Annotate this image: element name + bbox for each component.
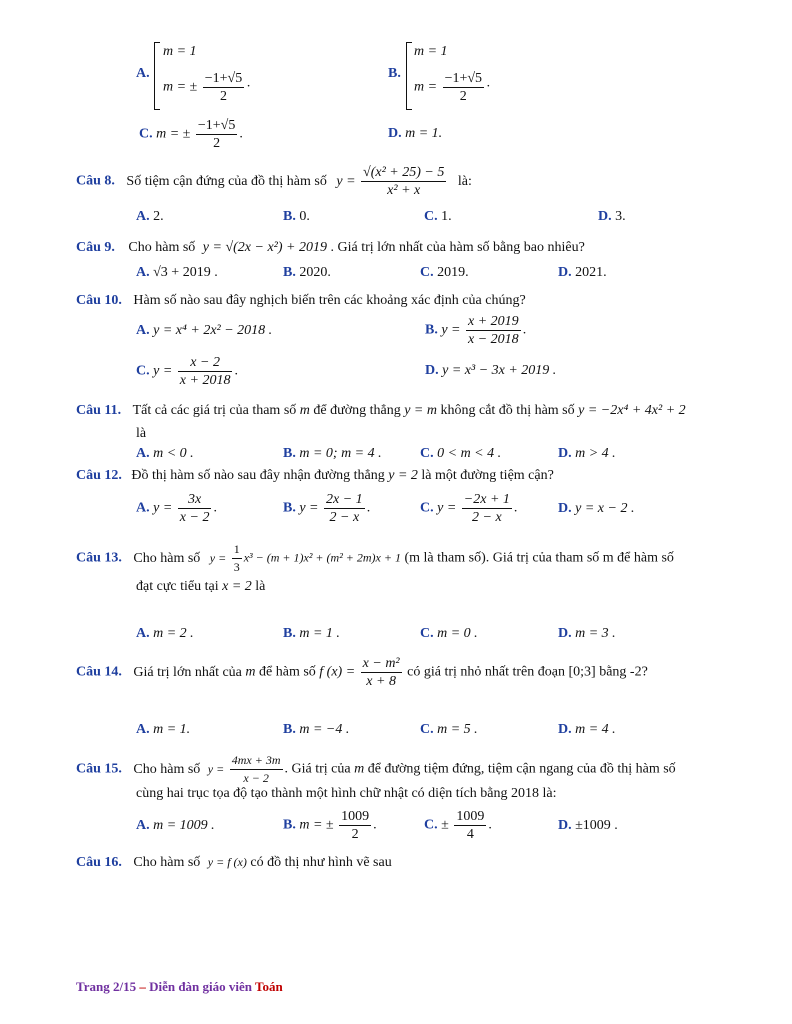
footer-subject: Toán bbox=[255, 979, 283, 994]
q15-opt-a bbox=[136, 818, 215, 834]
bracket-b bbox=[406, 42, 412, 110]
option-a-num: −1+√5 bbox=[204, 71, 243, 86]
q11-opt-a-text: m < 0 . bbox=[153, 446, 194, 461]
q12-opt-b-num: 2x − 1 bbox=[326, 492, 363, 507]
question-15-den: x − 2 bbox=[243, 771, 269, 785]
question-13-rest: x³ − (m + 1)x² + (m² + 2m)x + 1 bbox=[243, 550, 401, 565]
q11-opt-b bbox=[283, 446, 382, 462]
question-14-text3: có giá trị nhỏ nhất trên đoạn bbox=[407, 664, 565, 680]
q8-opt-b-label: B. bbox=[283, 209, 296, 224]
question-16 bbox=[76, 855, 392, 871]
question-14 bbox=[76, 655, 648, 690]
q15-opt-a-label: A. bbox=[136, 818, 150, 833]
q12-opt-c-tail: . bbox=[513, 500, 518, 516]
q11-opt-a bbox=[136, 446, 194, 462]
question-8 bbox=[76, 164, 472, 199]
q13-opt-c bbox=[420, 626, 478, 642]
option-c-num: −1+√5 bbox=[197, 118, 236, 133]
question-10-text: Hàm số nào sau đây nghịch biến trên các khoảng xác định của chúng? bbox=[133, 293, 526, 308]
q9-opt-a-text: √3 + 2019 . bbox=[153, 265, 218, 280]
q8-opt-a-label: A. bbox=[136, 209, 150, 224]
question-10 bbox=[76, 293, 526, 309]
q12-opt-b-tail: . bbox=[366, 500, 371, 516]
q15-opt-b-den: 2 bbox=[351, 827, 359, 842]
q13-opt-b-text: m = 1 . bbox=[299, 626, 340, 641]
question-11 bbox=[76, 403, 686, 419]
q11-opt-c-text: 0 < m < 4 . bbox=[437, 446, 502, 461]
q13-opt-a bbox=[136, 626, 194, 642]
q12-opt-b-den: 2 − x bbox=[329, 510, 360, 525]
question-15-line2 bbox=[136, 786, 557, 802]
question-13-label: Câu 13. bbox=[76, 550, 122, 566]
question-9-text2: . Giá trị lớn nhất của hàm số bằng bao nhiêu? bbox=[330, 240, 585, 255]
q14-opt-c-label: C. bbox=[420, 722, 434, 737]
question-14-den: x + 8 bbox=[366, 674, 396, 689]
q11-opt-a-label: A. bbox=[136, 446, 150, 461]
q15-opt-c-den: 4 bbox=[466, 827, 474, 842]
question-14-label: Câu 14. bbox=[76, 664, 122, 680]
q15-opt-c-tail: . bbox=[488, 817, 492, 833]
q13-opt-b-label: B. bbox=[283, 626, 296, 641]
option-d-text: m = 1. bbox=[405, 126, 443, 141]
q12-opt-d bbox=[558, 501, 634, 517]
q12-opt-c-label: C. bbox=[420, 500, 434, 516]
q9-opt-c-text: 2019. bbox=[437, 265, 469, 280]
q15-opt-b-tail: . bbox=[373, 817, 377, 833]
question-15-text2: . Giá trị của bbox=[284, 761, 351, 777]
question-8-num: √(x² + 25) − 5 bbox=[363, 165, 445, 180]
question-11-line: y = m bbox=[404, 403, 437, 418]
q9-opt-d-label: D. bbox=[558, 265, 572, 280]
q8-opt-d bbox=[598, 209, 626, 225]
q11-opt-d bbox=[558, 446, 616, 462]
q12-opt-a-lead: y = bbox=[153, 500, 173, 516]
question-9-formula: y = √(2x − x²) + 2019 bbox=[202, 240, 327, 255]
q12-opt-a-den: x − 2 bbox=[179, 510, 210, 525]
question-14-text4: bằng -2? bbox=[599, 664, 648, 680]
q10-opt-b-num: x + 2019 bbox=[468, 314, 519, 329]
q13-opt-d bbox=[558, 626, 616, 642]
question-15-label: Câu 15. bbox=[76, 761, 122, 777]
question-14-interval: [0;3] bbox=[568, 664, 596, 680]
q8-opt-c bbox=[424, 209, 452, 225]
q9-opt-b-text: 2020. bbox=[299, 265, 331, 280]
q10-opt-c-tail: . bbox=[234, 363, 238, 379]
footer-forum: Diễn đàn giáo viên bbox=[149, 979, 253, 994]
bracket-a bbox=[154, 42, 160, 110]
q14-opt-c bbox=[420, 722, 478, 738]
q11-opt-b-label: B. bbox=[283, 446, 296, 461]
q15-opt-b-num: 1009 bbox=[341, 809, 370, 824]
question-9-label: Câu 9. bbox=[76, 240, 115, 255]
question-14-m: m bbox=[245, 664, 256, 680]
question-13-num: 1 bbox=[232, 541, 242, 559]
question-15-m: m bbox=[354, 761, 365, 777]
q10-opt-a-text: y = x⁴ + 2x² − 2018 . bbox=[153, 323, 273, 338]
question-12-line: y = 2 bbox=[388, 468, 418, 483]
q13-opt-d-text: m = 3 . bbox=[575, 626, 616, 641]
q10-opt-d bbox=[425, 363, 556, 379]
q15-opt-a-text: m = 1009 . bbox=[153, 818, 215, 833]
q15-opt-c-label: C. bbox=[424, 817, 438, 833]
q14-opt-c-text: m = 5 . bbox=[437, 722, 478, 737]
q14-opt-a-label: A. bbox=[136, 722, 150, 737]
option-b-tail: · bbox=[486, 79, 491, 95]
question-13-line2b: x = 2 bbox=[222, 579, 252, 594]
q9-opt-d bbox=[558, 265, 607, 281]
q11-opt-c-label: C. bbox=[420, 446, 434, 461]
option-b-num: −1+√5 bbox=[444, 71, 483, 86]
q12-opt-a-num: 3x bbox=[178, 491, 212, 509]
option-d-label: D. bbox=[388, 126, 402, 141]
q12-opt-c bbox=[420, 491, 517, 526]
question-15-text1: Cho hàm số bbox=[133, 761, 201, 777]
q14-opt-d-label: D. bbox=[558, 722, 572, 737]
option-c-label: C. bbox=[139, 126, 153, 142]
q10-opt-b-tail: . bbox=[522, 322, 527, 338]
q10-opt-b bbox=[425, 313, 526, 348]
question-13 bbox=[76, 541, 674, 576]
q12-opt-b-label: B. bbox=[283, 500, 296, 516]
q14-opt-b-text: m = −4 . bbox=[299, 722, 350, 737]
q12-opt-a-label: A. bbox=[136, 500, 150, 516]
question-12-text2: là một đường tiệm cận? bbox=[421, 468, 554, 483]
q15-opt-c bbox=[424, 808, 492, 843]
question-10-label: Câu 10. bbox=[76, 293, 122, 308]
q9-opt-a-label: A. bbox=[136, 265, 150, 280]
q15-opt-c-num: 1009 bbox=[456, 809, 485, 824]
question-16-label: Câu 16. bbox=[76, 855, 122, 870]
question-11-text2: để đường thẳng bbox=[313, 403, 401, 418]
question-12-label: Câu 12. bbox=[76, 468, 122, 483]
q11-opt-d-label: D. bbox=[558, 446, 572, 461]
q9-opt-a bbox=[136, 265, 218, 281]
q12-opt-c-num: −2x + 1 bbox=[463, 492, 510, 507]
q15-opt-b-label: B. bbox=[283, 817, 296, 833]
q13-opt-c-label: C. bbox=[420, 626, 434, 641]
q15-opt-d-label: D. bbox=[558, 818, 572, 833]
question-11-text3: không cắt đồ thị hàm số bbox=[440, 403, 575, 418]
option-a-den: 2 bbox=[219, 89, 227, 104]
question-12 bbox=[76, 468, 554, 484]
q13-opt-c-text: m = 0 . bbox=[437, 626, 478, 641]
option-b-lead: m = bbox=[414, 79, 438, 95]
q13-opt-a-text: m = 2 . bbox=[153, 626, 194, 641]
question-8-text: Số tiệm cận đứng của đồ thị hàm số bbox=[126, 173, 327, 189]
q12-opt-a-tail: . bbox=[213, 500, 217, 516]
q10-opt-b-lead: y = bbox=[441, 322, 461, 338]
question-9 bbox=[76, 240, 585, 256]
q9-opt-b bbox=[283, 265, 331, 281]
q11-opt-d-text: m > 4 . bbox=[575, 446, 616, 461]
option-c bbox=[139, 117, 243, 152]
q13-opt-a-label: A. bbox=[136, 626, 150, 641]
q12-opt-d-label: D. bbox=[558, 501, 572, 516]
q10-opt-c-num: x − 2 bbox=[178, 354, 233, 372]
option-c-lead: m = ± bbox=[156, 126, 191, 142]
question-15-text3: để đường tiệm đứng, tiệm cận ngang của đồ thị hàm số bbox=[367, 761, 676, 777]
question-8-label: Câu 8. bbox=[76, 173, 115, 189]
question-14-lead: f (x) = bbox=[319, 664, 356, 680]
q9-opt-d-text: 2021. bbox=[575, 265, 607, 280]
q15-opt-c-lead: ± bbox=[441, 817, 449, 833]
footer-dash: – bbox=[139, 979, 146, 994]
option-c-den: 2 bbox=[213, 136, 221, 151]
question-15-lead: y = bbox=[207, 761, 225, 776]
question-13-text2: (m là tham số). Giá trị của tham số m để hàm số bbox=[404, 550, 674, 566]
option-a-line1: m = 1 bbox=[163, 44, 197, 59]
q13-opt-b bbox=[283, 626, 340, 642]
q11-opt-b-text: m = 0; m = 4 . bbox=[299, 446, 382, 461]
q10-opt-d-label: D. bbox=[425, 363, 439, 378]
option-b-label: B. bbox=[388, 66, 401, 81]
q10-opt-c-lead: y = bbox=[153, 363, 173, 379]
q9-opt-c bbox=[420, 265, 469, 281]
q9-opt-c-label: C. bbox=[420, 265, 434, 280]
question-13-line2a: đạt cực tiểu tại bbox=[136, 579, 219, 594]
q8-opt-d-label: D. bbox=[598, 209, 612, 224]
question-15-line2-end: là: bbox=[542, 786, 557, 801]
question-8-fx: y = bbox=[336, 173, 356, 189]
question-15-line2-text: cùng hai trục tọa độ tạo thành một hình chữ nhật có diện tích bằng bbox=[136, 786, 508, 801]
page-footer bbox=[76, 979, 283, 995]
q12-opt-d-text: y = x − 2 . bbox=[575, 501, 635, 516]
option-d bbox=[388, 126, 442, 142]
q12-opt-b bbox=[283, 491, 370, 526]
question-13-line2c: là bbox=[255, 579, 266, 594]
question-15-num: 4mx + 3m bbox=[230, 752, 283, 770]
q14-opt-b-label: B. bbox=[283, 722, 296, 737]
question-11-text1: Tất cả các giá trị của tham số bbox=[132, 403, 297, 418]
q15-opt-b-lead: m = ± bbox=[299, 817, 334, 833]
question-14-text1: Giá trị lớn nhất của bbox=[133, 664, 242, 680]
q14-opt-b bbox=[283, 722, 349, 738]
question-14-text2: để hàm số bbox=[259, 664, 316, 680]
q14-opt-a-text: m = 1. bbox=[153, 722, 191, 737]
q12-opt-a bbox=[136, 491, 217, 526]
option-c-tail: . bbox=[239, 126, 243, 142]
question-11-fx: y = −2x⁴ + 4x² + 2 bbox=[578, 403, 686, 418]
q15-opt-d bbox=[558, 818, 618, 834]
q10-opt-b-label: B. bbox=[425, 322, 438, 338]
question-8-tail: là: bbox=[457, 173, 472, 189]
question-12-text1: Đồ thị hàm số nào sau đây nhận đường thẳng bbox=[131, 468, 385, 483]
q10-opt-c bbox=[136, 354, 238, 389]
q14-opt-d-text: m = 4 . bbox=[575, 722, 616, 737]
option-a-label: A. bbox=[136, 66, 150, 81]
question-16-text2: có đồ thị như hình vẽ sau bbox=[250, 855, 392, 870]
question-14-num: x − m² bbox=[362, 656, 400, 671]
option-a-lead: m = ± bbox=[163, 79, 198, 95]
q10-opt-c-den: x + 2018 bbox=[179, 373, 231, 388]
q11-opt-c bbox=[420, 446, 501, 462]
question-11-label: Câu 11. bbox=[76, 403, 122, 418]
q14-opt-d bbox=[558, 722, 616, 738]
question-15-value: 2018 bbox=[511, 786, 539, 801]
q8-opt-a-text: 2. bbox=[153, 209, 164, 224]
q10-opt-b-den: x − 2018 bbox=[468, 332, 519, 347]
q9-opt-b-label: B. bbox=[283, 265, 296, 280]
q8-opt-c-text: 1. bbox=[441, 209, 452, 224]
question-11-cont: là bbox=[136, 426, 147, 441]
footer-page: Trang 2/15 bbox=[76, 979, 137, 994]
q14-opt-a bbox=[136, 722, 190, 738]
option-b-line2 bbox=[414, 70, 491, 105]
question-8-den: x² + x bbox=[387, 183, 421, 198]
q8-opt-c-label: C. bbox=[424, 209, 438, 224]
option-b-den: 2 bbox=[459, 89, 467, 104]
question-13-line2 bbox=[136, 579, 265, 595]
option-a-line2 bbox=[163, 70, 251, 105]
q8-opt-d-text: 3. bbox=[615, 209, 626, 224]
q15-opt-b bbox=[283, 808, 377, 843]
question-13-text1: Cho hàm số bbox=[133, 550, 201, 566]
question-13-lead: y = bbox=[209, 550, 227, 565]
q12-opt-b-lead: y = bbox=[299, 500, 319, 516]
question-9-text1: Cho hàm số bbox=[128, 240, 196, 255]
q8-opt-b bbox=[283, 209, 310, 225]
q10-opt-a-label: A. bbox=[136, 323, 150, 338]
question-11-m: m bbox=[299, 403, 310, 418]
question-16-fx: y = f (x) bbox=[207, 855, 247, 869]
q13-opt-d-label: D. bbox=[558, 626, 572, 641]
q10-opt-a bbox=[136, 323, 272, 339]
q10-opt-d-text: y = x³ − 3x + 2019 . bbox=[442, 363, 557, 378]
q15-opt-d-text: ±1009 . bbox=[575, 818, 618, 833]
q10-opt-c-label: C. bbox=[136, 363, 150, 379]
question-15 bbox=[76, 752, 676, 787]
q8-opt-b-text: 0. bbox=[299, 209, 310, 224]
option-a-tail: · bbox=[246, 79, 251, 95]
question-13-den: 3 bbox=[233, 560, 240, 574]
q12-opt-c-den: 2 − x bbox=[472, 510, 502, 525]
question-16-text1: Cho hàm số bbox=[133, 855, 201, 870]
option-b-line1: m = 1 bbox=[414, 44, 448, 59]
q8-opt-a bbox=[136, 209, 164, 225]
q12-opt-c-lead: y = bbox=[437, 500, 457, 516]
